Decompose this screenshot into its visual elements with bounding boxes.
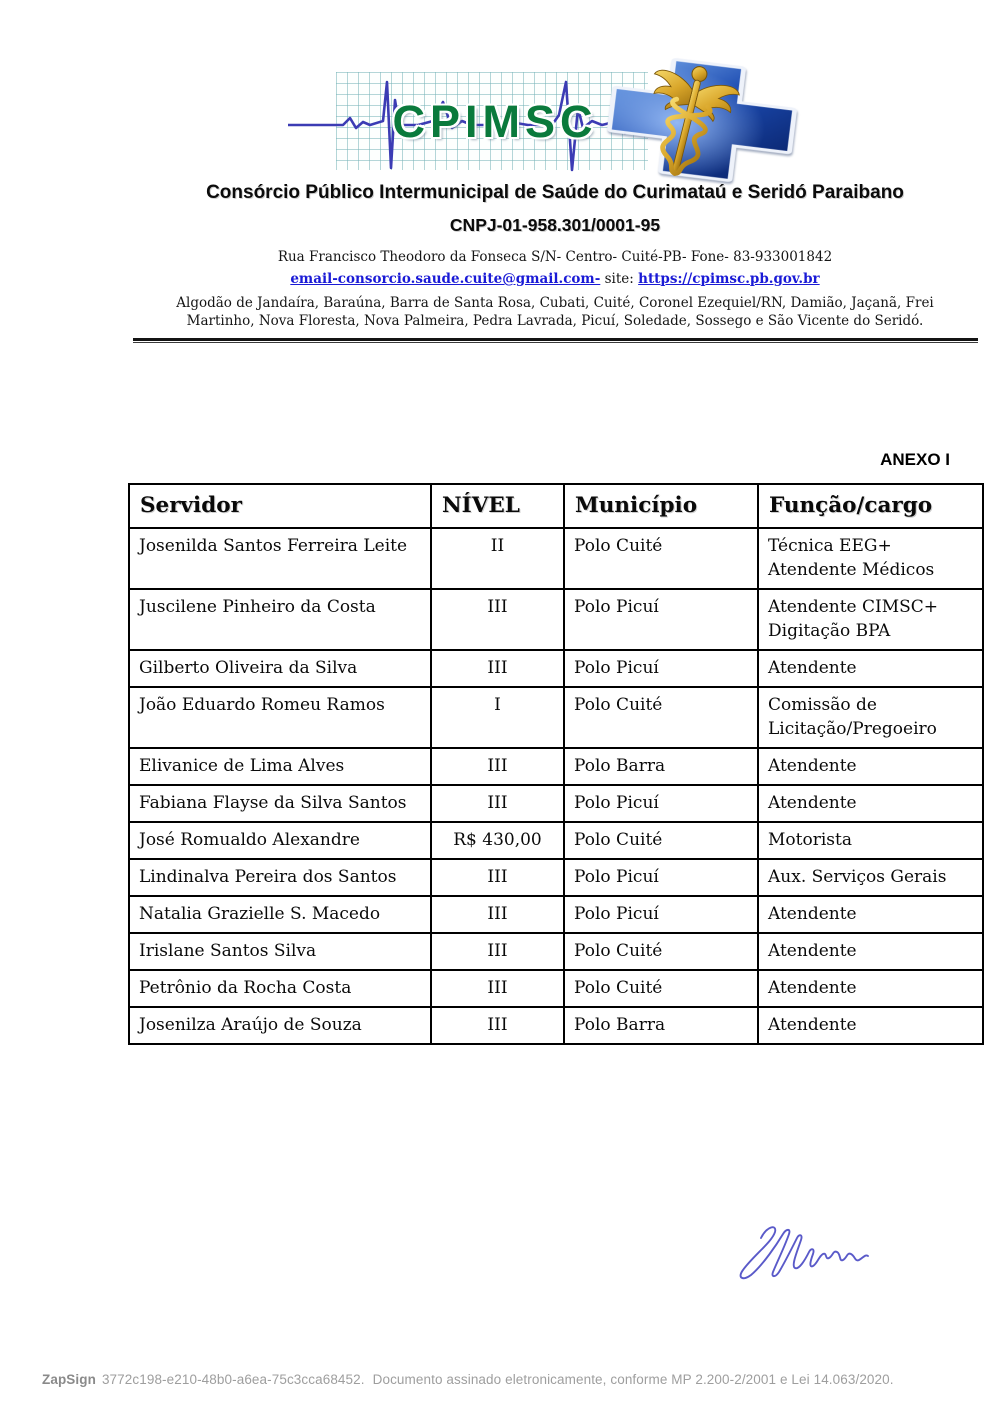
email-link[interactable]: email-consorcio.saude.cuite@gmail.com- — [290, 271, 601, 287]
cell-nivel: R$ 430,00 — [431, 822, 564, 859]
staff-table — [128, 483, 984, 1045]
letterhead — [110, 182, 1000, 330]
cell-municipio: Polo Cuité — [564, 822, 758, 859]
cell-funcao: Comissão de Licitação/Pregoeiro — [758, 687, 983, 748]
contact-links-line — [110, 271, 1000, 287]
cell-funcao: Atendente — [758, 896, 983, 933]
col-header-servidor: Servidor — [129, 484, 431, 528]
col-header-nivel: NÍVEL — [431, 484, 564, 528]
cpimsc-logo — [288, 70, 803, 176]
document-id: 3772c198-e210-48b0-a6ea-75c3cca68452. — [101, 1372, 365, 1387]
cell-nivel: III — [431, 589, 564, 650]
header-divider — [133, 338, 978, 344]
col-header-funcao: Função/cargo — [758, 484, 983, 528]
cell-nivel: III — [431, 748, 564, 785]
table-row — [129, 528, 983, 589]
cell-servidor: João Eduardo Romeu Ramos — [129, 687, 431, 748]
site-label: site: — [604, 271, 634, 287]
municipalities-list: Algodão de Jandaíra, Baraúna, Barra de Santa Rosa, Cubati, Cuité, Coronel Ezequiel/RN, Damião, Jaçanã, Frei Martinho, Nova Floresta, Nova Palmeira, Pedra Lavrada, Picuí, Soledade, Sossego e São Vicente do Seridó. — [176, 295, 934, 329]
cell-servidor: Irislane Santos Silva — [129, 933, 431, 970]
cell-nivel: III — [431, 1007, 564, 1044]
cell-funcao: Atendente — [758, 785, 983, 822]
table-row — [129, 822, 983, 859]
cell-servidor: José Romualdo Alexandre — [129, 822, 431, 859]
cell-servidor: Josenilda Santos Ferreira Leite — [129, 528, 431, 589]
cell-municipio: Polo Cuité — [564, 970, 758, 1007]
table-row — [129, 785, 983, 822]
cell-servidor: Fabiana Flayse da Silva Santos — [129, 785, 431, 822]
cell-funcao: Aux. Serviços Gerais — [758, 859, 983, 896]
address-line: Rua Francisco Theodoro da Fonseca S/N- Centro- Cuité-PB- Fone- 83-933001842 — [277, 249, 833, 265]
cell-servidor: Lindinalva Pereira dos Santos — [129, 859, 431, 896]
cell-servidor: Josenilza Araújo de Souza — [129, 1007, 431, 1044]
cell-municipio: Polo Picuí — [564, 859, 758, 896]
table-row — [129, 589, 983, 650]
cell-municipio: Polo Barra — [564, 748, 758, 785]
cell-nivel: III — [431, 859, 564, 896]
cell-funcao: Atendente — [758, 748, 983, 785]
cnpj-number: CNPJ-01-958.301/0001-95 — [449, 215, 661, 235]
cell-servidor: Elivanice de Lima Alves — [129, 748, 431, 785]
zapsign-footer — [42, 1372, 894, 1387]
cell-servidor: Natalia Grazielle S. Macedo — [129, 896, 431, 933]
cell-funcao: Atendente — [758, 933, 983, 970]
cell-servidor: Juscilene Pinheiro da Costa — [129, 589, 431, 650]
cell-municipio: Polo Cuité — [564, 528, 758, 589]
cell-municipio: Polo Cuité — [564, 687, 758, 748]
cell-municipio: Polo Picuí — [564, 650, 758, 687]
cell-funcao: Técnica EEG+ Atendente Médicos — [758, 528, 983, 589]
cell-funcao: Atendente — [758, 1007, 983, 1044]
cell-servidor: Petrônio da Rocha Costa — [129, 970, 431, 1007]
cell-municipio: Polo Cuité — [564, 933, 758, 970]
cell-municipio: Polo Barra — [564, 1007, 758, 1044]
cell-municipio: Polo Picuí — [564, 589, 758, 650]
table-row — [129, 748, 983, 785]
table-row — [129, 1007, 983, 1044]
site-link[interactable]: https://cpimsc.pb.gov.br — [638, 271, 820, 287]
table-row — [129, 933, 983, 970]
annex-label: ANEXO I — [880, 450, 950, 469]
logo-acronym-text: CPIMSC — [392, 96, 598, 147]
col-header-municipio: Município — [564, 484, 758, 528]
cell-funcao: Atendente — [758, 650, 983, 687]
cell-nivel: I — [431, 687, 564, 748]
zapsign-brand: ZapSign — [42, 1372, 96, 1387]
cell-nivel: III — [431, 933, 564, 970]
table-row — [129, 896, 983, 933]
table-row — [129, 687, 983, 748]
table-row — [129, 650, 983, 687]
cell-nivel: II — [431, 528, 564, 589]
org-name: Consórcio Público Intermunicipal de Saúde do Curimataú e Seridó Paraibano — [206, 182, 904, 203]
cell-nivel: III — [431, 785, 564, 822]
table-row — [129, 859, 983, 896]
cell-nivel: III — [431, 896, 564, 933]
cell-funcao: Atendente — [758, 970, 983, 1007]
cell-nivel: III — [431, 970, 564, 1007]
cell-nivel: III — [431, 650, 564, 687]
table-header-row — [129, 484, 983, 528]
table-row — [129, 970, 983, 1007]
cell-servidor: Gilberto Oliveira da Silva — [129, 650, 431, 687]
cell-funcao: Motorista — [758, 822, 983, 859]
signature-statement: Documento assinado eletronicamente, conforme MP 2.200-2/2001 e Lei 14.063/2020. — [372, 1372, 894, 1387]
cell-municipio: Polo Picuí — [564, 896, 758, 933]
cell-municipio: Polo Picuí — [564, 785, 758, 822]
cell-funcao: Atendente CIMSC+ Digitação BPA — [758, 589, 983, 650]
handwritten-signature-image — [733, 1222, 873, 1282]
